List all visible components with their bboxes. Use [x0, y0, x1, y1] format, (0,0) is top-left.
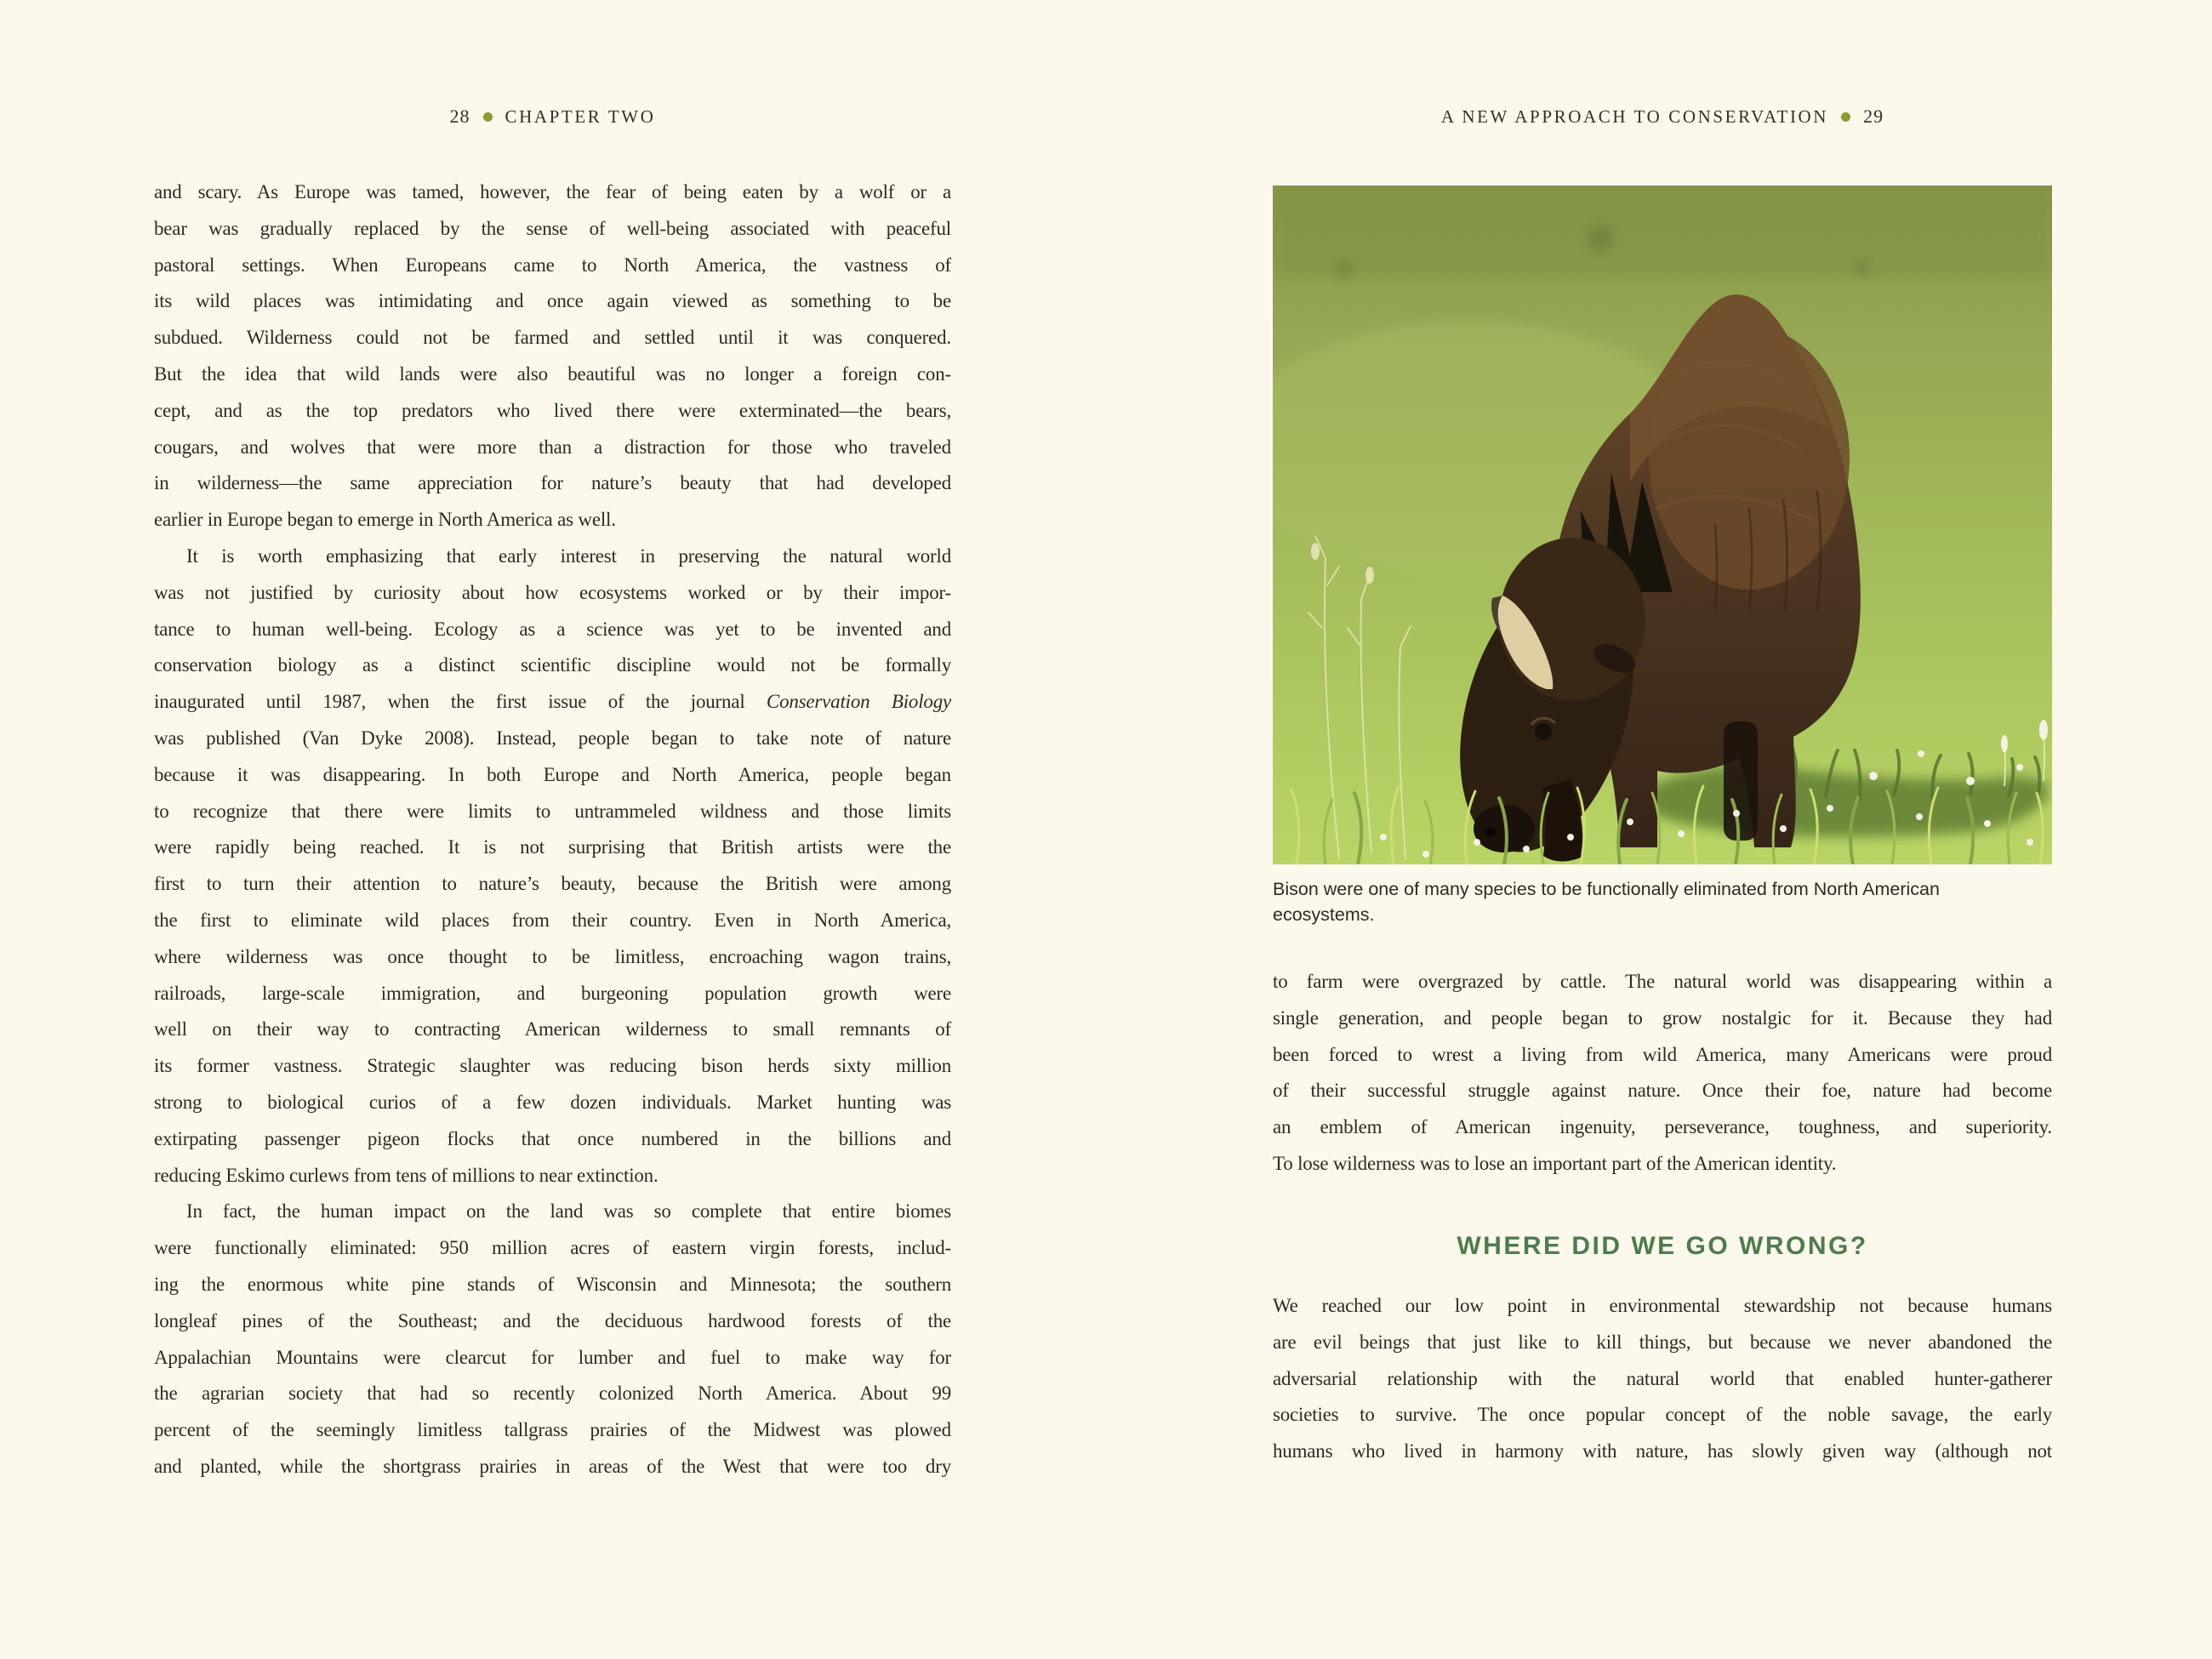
- text-line: strong to biological curios of a few dozen individuals. Market hunting was: [154, 1091, 951, 1113]
- right-page-text-top: [1273, 964, 2052, 1183]
- body-paragraph: [154, 1194, 951, 1485]
- text-line: ing the enormous white pine stands of Wisconsin and Minnesota; the southern: [154, 1273, 951, 1295]
- text-line: longleaf pines of the Southeast; and the deciduous hardwood forests of the: [154, 1309, 951, 1331]
- running-header-left: [154, 104, 951, 129]
- text-line: extirpating passenger pigeon flocks that once numbered in the billions and: [154, 1127, 951, 1149]
- bison-illustration: [1273, 185, 2052, 864]
- text-line: conservation biology as a distinct scientific discipline would not be formally: [154, 654, 951, 676]
- bison-photo: [1273, 185, 2052, 864]
- text-run: inaugurated until 1987, when the first issue of the journal: [154, 691, 767, 713]
- text-line: To lose wilderness was to lose an important part of the American identity.: [1273, 1152, 1837, 1174]
- text-line: humans who lived in harmony with nature, has slowly given way (although not: [1273, 1440, 2052, 1462]
- text-line: earlier in Europe began to emerge in North America as well.: [154, 509, 616, 531]
- text-line: subdued. Wilderness could not be farmed and settled until it was conquered.: [154, 327, 951, 349]
- right-page-text-bottom: [1273, 1288, 2052, 1470]
- text-line: tance to human well-being. Ecology as a science was yet to be invented and: [154, 618, 951, 640]
- left-page-text-column: [154, 174, 951, 1485]
- text-line: were functionally eliminated: 950 million acres of eastern virgin forests, includ-: [154, 1237, 951, 1259]
- photo-caption: [1273, 876, 2052, 927]
- text-line: well on their way to contracting American wilderness to small remnants of: [154, 1018, 951, 1040]
- text-line: percent of the seemingly limitless tallgrass prairies of the Midwest was plowed: [154, 1419, 951, 1441]
- text-line: were rapidly being reached. It is not surprising that British artists were the: [154, 836, 951, 858]
- text-line: pastoral settings. When Europeans came to North America, the vastness of: [154, 254, 951, 276]
- text-line: Appalachian Mountains were clearcut for lumber and fuel to make way for: [154, 1346, 951, 1368]
- text-line: and scary. As Europe was tamed, however, the fear of being eaten by a wolf or a: [154, 181, 951, 202]
- text-line: It is worth emphasizing that early interest in preserving the natural world: [186, 544, 951, 567]
- text-line: adversarial relationship with the natural world that enabled hunter-gatherer: [1273, 1367, 2052, 1389]
- body-paragraph: [1273, 964, 2052, 1183]
- text-line: societies to survive. The once popular concept of the noble savage, the early: [1273, 1404, 2052, 1426]
- body-paragraph: [154, 539, 951, 1194]
- text-line: in wilderness—the same appreciation for nature’s beauty that had developed: [154, 472, 951, 494]
- header-dot-icon: [483, 112, 493, 122]
- text-line: been forced to wrest a living from wild America, many Americans were proud: [1273, 1043, 2052, 1065]
- running-header-right: [1273, 104, 2052, 129]
- text-line: and planted, while the shortgrass prairies in areas of the West that were too dry: [154, 1455, 951, 1477]
- chapter-title: CHAPTER TWO: [505, 105, 656, 127]
- text-line: to recognize that there were limits to untrammeled wildness and those limits: [154, 800, 951, 822]
- text-line: But the idea that wild lands were also beautiful was no longer a foreign con-: [154, 362, 951, 385]
- caption-line: Bison were one of many species to be functionally eliminated from North American: [1273, 879, 1940, 899]
- text-line: railroads, large-scale immigration, and burgeoning population growth were: [154, 982, 951, 1004]
- text-line: where wilderness was once thought to be limitless, encroaching wagon trains,: [154, 945, 951, 967]
- text-line: In fact, the human impact on the land was so complete that entire biomes: [186, 1200, 951, 1223]
- text-line: first to turn their attention to nature’s beauty, because the British were among: [154, 873, 951, 895]
- text-line: of their successful struggle against nature. Once their foe, nature had become: [1273, 1080, 2052, 1102]
- text-line: an emblem of American ingenuity, perseverance, toughness, and superiority.: [1273, 1116, 2052, 1138]
- body-paragraph: [154, 174, 951, 539]
- page-number-right: 29: [1863, 105, 1884, 127]
- text-line: reducing Eskimo curlews from tens of millions to near extinction.: [154, 1164, 658, 1186]
- text-line: [154, 684, 951, 721]
- text-line: because it was disappearing. In both Europe and North America, people began: [154, 763, 951, 785]
- text-line: was published (Van Dyke 2008). Instead, people began to take note of nature: [154, 727, 951, 749]
- section-title-running: A NEW APPROACH TO CONSERVATION: [1440, 105, 1829, 127]
- text-line: We reached our low point in environmental stewardship not because humans: [1273, 1295, 2052, 1316]
- text-line: cept, and as the top predators who lived there were exterminated—the bears,: [154, 399, 951, 421]
- text-line: was not justified by curiosity about how ecosystems worked or by their impor-: [154, 581, 951, 603]
- text-line: its wild places was intimidating and once again viewed as something to be: [154, 290, 951, 312]
- text-line: bear was gradually replaced by the sense of well-being associated with peaceful: [154, 217, 951, 239]
- text-line: single generation, and people began to grow nostalgic for it. Because they had: [1273, 1006, 2052, 1029]
- text-line: its former vastness. Strategic slaughter was reducing bison herds sixty million: [154, 1055, 951, 1077]
- text-line: the first to eliminate wild places from their country. Even in North America,: [154, 909, 951, 931]
- text-line: are evil beings that just like to kill things, but because we never abandoned the: [1273, 1331, 2052, 1353]
- header-dot-icon: [1841, 112, 1850, 122]
- text-line: cougars, and wolves that were more than a distraction for those who traveled: [154, 436, 951, 458]
- text-line: the agrarian society that had so recently colonized North America. About 99: [154, 1382, 951, 1405]
- body-paragraph: [1273, 1288, 2052, 1470]
- section-heading: WHERE DID WE GO WRONG?: [1457, 1232, 1868, 1260]
- caption-line: ecosystems.: [1273, 904, 1375, 925]
- italic-run: Conservation Biology: [766, 691, 952, 713]
- text-line: to farm were overgrazed by cattle. The natural world was disappearing within a: [1273, 971, 2052, 992]
- page-number-left: 28: [449, 105, 470, 127]
